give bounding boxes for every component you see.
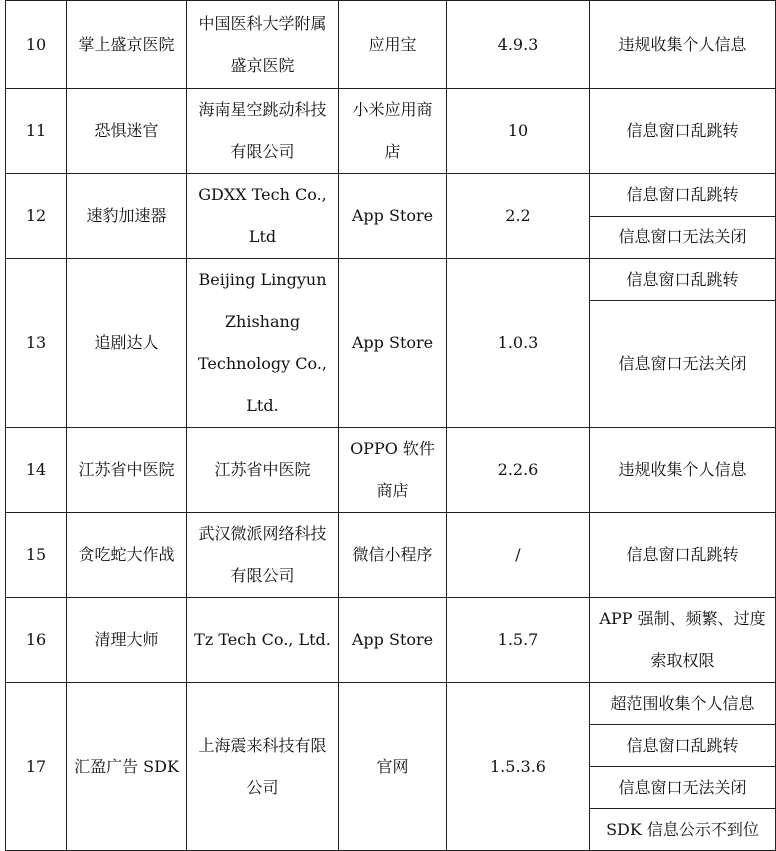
- cell-issue: 超范围收集个人信息: [590, 683, 776, 725]
- cell-developer: GDXX Tech Co., Ltd: [187, 174, 339, 259]
- cell-app-name: 江苏省中医院: [67, 428, 187, 513]
- cell-number: 15: [6, 513, 67, 598]
- cell-issue: 信息窗口乱跳转: [590, 725, 776, 767]
- cell-app-name: 掌上盛京医院: [67, 1, 187, 89]
- cell-store: 微信小程序: [339, 513, 447, 598]
- cell-store: App Store: [339, 598, 447, 683]
- cell-developer: Tz Tech Co., Ltd.: [187, 598, 339, 683]
- table-row: [6, 428, 776, 513]
- table-row: [6, 174, 776, 217]
- cell-app-name: 汇盈广告 SDK: [67, 683, 187, 851]
- cell-store: 官网: [339, 683, 447, 851]
- cell-version: 1.0.3: [447, 259, 590, 428]
- cell-version: 2.2.6: [447, 428, 590, 513]
- cell-issue: 信息窗口乱跳转: [590, 259, 776, 301]
- cell-store: OPPO 软件商店: [339, 428, 447, 513]
- cell-issue: APP 强制、频繁、过度索取权限: [590, 598, 776, 683]
- table-body: [6, 1, 776, 851]
- table-row: [6, 89, 776, 174]
- cell-issue: 信息窗口无法关闭: [590, 767, 776, 809]
- table-row: [6, 1, 776, 89]
- cell-store: App Store: [339, 259, 447, 428]
- cell-issue: 信息窗口乱跳转: [590, 89, 776, 174]
- cell-store: 应用宝: [339, 1, 447, 89]
- cell-version: 4.9.3: [447, 1, 590, 89]
- cell-issue: 信息窗口乱跳转: [590, 174, 776, 217]
- cell-number: 12: [6, 174, 67, 259]
- cell-version: /: [447, 513, 590, 598]
- cell-app-name: 恐惧迷官: [67, 89, 187, 174]
- table-row: [6, 598, 776, 683]
- cell-number: 10: [6, 1, 67, 89]
- cell-developer: 中国医科大学附属盛京医院: [187, 1, 339, 89]
- cell-version: 2.2: [447, 174, 590, 259]
- cell-number: 17: [6, 683, 67, 851]
- cell-store: 小米应用商店: [339, 89, 447, 174]
- cell-version: 1.5.3.6: [447, 683, 590, 851]
- table-row: [6, 513, 776, 598]
- cell-issue: 信息窗口乱跳转: [590, 513, 776, 598]
- cell-developer: Beijing Lingyun Zhishang Technology Co., Ltd.: [187, 259, 339, 428]
- cell-developer: 上海震来科技有限公司: [187, 683, 339, 851]
- app-violation-table: [5, 0, 776, 851]
- cell-version: 10: [447, 89, 590, 174]
- cell-version: 1.5.7: [447, 598, 590, 683]
- cell-developer: 武汉微派网络科技有限公司: [187, 513, 339, 598]
- cell-issue: 违规收集个人信息: [590, 1, 776, 89]
- cell-number: 13: [6, 259, 67, 428]
- cell-developer: 海南星空跳动科技有限公司: [187, 89, 339, 174]
- cell-app-name: 速豹加速器: [67, 174, 187, 259]
- cell-developer: 江苏省中医院: [187, 428, 339, 513]
- cell-issue: 信息窗口无法关闭: [590, 301, 776, 428]
- table-row: [6, 683, 776, 725]
- cell-number: 16: [6, 598, 67, 683]
- cell-issue: 违规收集个人信息: [590, 428, 776, 513]
- cell-app-name: 追剧达人: [67, 259, 187, 428]
- cell-store: App Store: [339, 174, 447, 259]
- cell-number: 11: [6, 89, 67, 174]
- cell-app-name: 清理大师: [67, 598, 187, 683]
- cell-issue: SDK 信息公示不到位: [590, 809, 776, 851]
- cell-issue: 信息窗口无法关闭: [590, 216, 776, 259]
- table-row: [6, 259, 776, 301]
- cell-number: 14: [6, 428, 67, 513]
- cell-app-name: 贪吃蛇大作战: [67, 513, 187, 598]
